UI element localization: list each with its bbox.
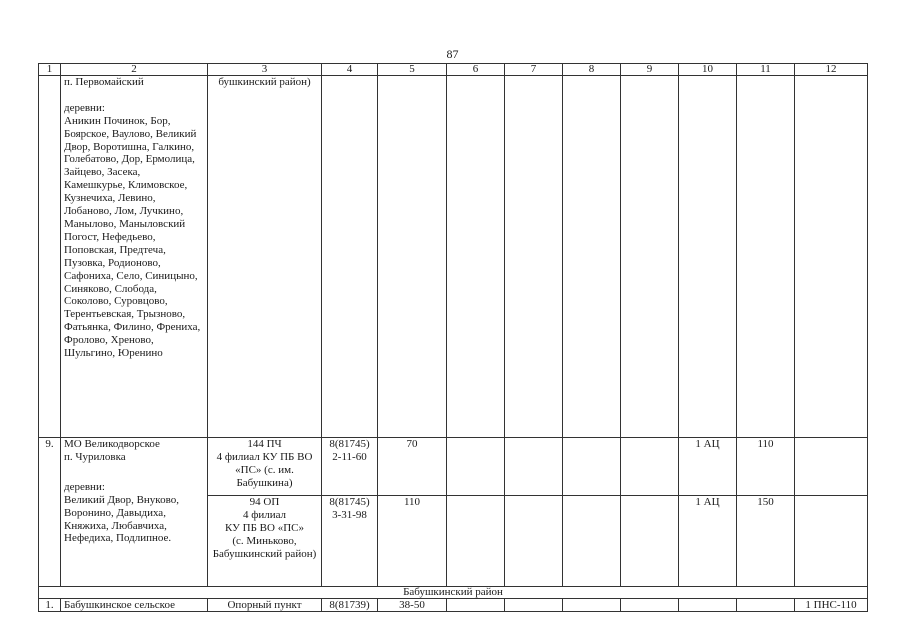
header-cell: 12 (795, 64, 868, 76)
row-number: 9. (39, 438, 61, 587)
header-cell: 10 (679, 64, 737, 76)
header-cell: 1 (39, 64, 61, 76)
municipality-name: МО Великодворское п. Чуриловка (64, 438, 160, 463)
table-row (39, 599, 868, 612)
equipment-cell: 1 АЦ (679, 438, 737, 496)
page-number: 87 (446, 47, 459, 61)
header-cell: 6 (447, 64, 505, 76)
villages-list: деревни: Великий Двор, Внуково, Воронино, Давыдиха, Княжиха, Любавчиха, Нефедиха, Подлипное. (64, 480, 179, 545)
header-cell: 4 (322, 64, 378, 76)
header-cell: 3 (208, 64, 322, 76)
header-cell: 2 (61, 64, 208, 76)
settlements-cell (61, 438, 208, 587)
settlements-cell: Бабушкинское сельское (61, 599, 208, 612)
unit-cell: 144 ПЧ 4 филиал КУ ПБ ВО «ПС» (с. им. Бабушкина) (208, 438, 322, 496)
unit-cell: бушкинский район) (208, 76, 322, 438)
phone-cell: 8(81745) 3-31-98 (322, 496, 378, 587)
unit-cell: Опорный пункт (208, 599, 322, 612)
distance-cell: 38-50 (378, 599, 447, 612)
count-cell: 110 (737, 438, 795, 496)
phone-cell: 8(81739) (322, 599, 378, 612)
header-cell: 7 (505, 64, 563, 76)
header-cell: 9 (621, 64, 679, 76)
unit-cell: 94 ОП 4 филиал КУ ПБ ВО «ПС» (с. Миньково, Бабушкинский район) (208, 496, 322, 587)
header-row (39, 64, 868, 76)
table-row (39, 76, 868, 438)
row-number: 1. (39, 599, 61, 612)
fire-stations-table (38, 63, 868, 612)
header-cell: 5 (378, 64, 447, 76)
settlements-cell: п. Первомайский деревни: Аникин Починок, Бор, Боярское, Ваулово, Великий Двор, Воротишна, Галкино, Голебатово, Дор, Ермолица, Зайцево, Засека, Камешкурье, Климовское, Кузнечиха, Левино, Лобаново, Лом, Лучкино, Маныловo, Маныловский Погост, Нефедьево, Поповская, Предтеча, Пузовка, Родионово, Сафониха, Село, Синицыно, Синяково, Слобода, Соколово, Суровцово, Терентьевская, Трызново, Фатьянка, Филино, Френиха, Фролово, Хреново, Шульгино, Юренино (61, 76, 208, 438)
distance-cell: 70 (378, 438, 447, 496)
header-cell: 11 (737, 64, 795, 76)
distance-cell: 110 (378, 496, 447, 587)
equipment-cell: 1 АЦ (679, 496, 737, 587)
phone-cell: 8(81745) 2-11-60 (322, 438, 378, 496)
header-cell: 8 (563, 64, 621, 76)
count-cell: 150 (737, 496, 795, 587)
table-row (39, 438, 868, 496)
district-title: Бабушкинский район (39, 587, 868, 599)
equipment-cell: 1 ПНС-110 (795, 599, 868, 612)
district-row (39, 587, 868, 599)
